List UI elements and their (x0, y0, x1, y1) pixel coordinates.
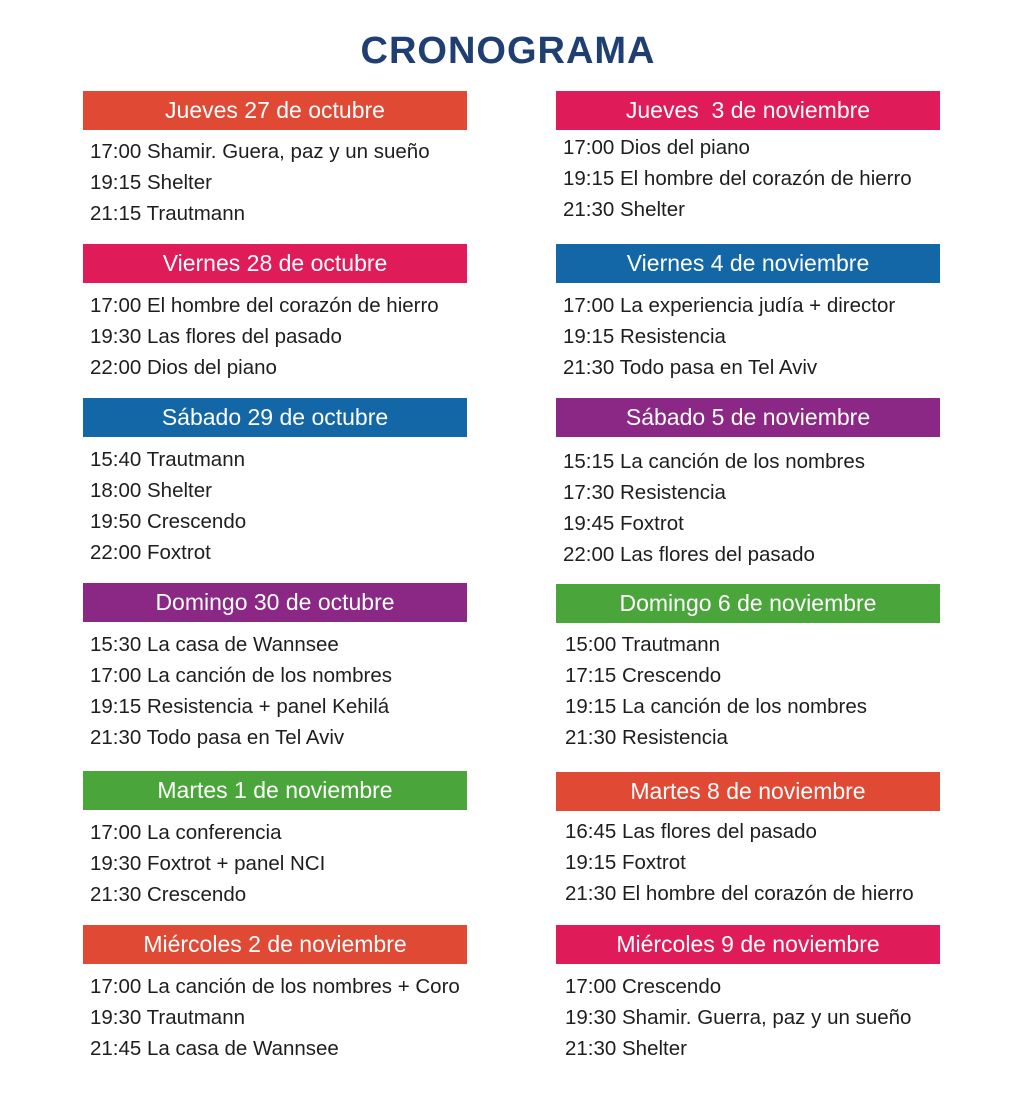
screening-item: 19:15 El hombre del corazón de hierro (563, 167, 912, 190)
screening-item: 21:30 Crescendo (90, 883, 247, 906)
screening-item: 17:30 Resistencia (563, 481, 726, 504)
day-header: Domingo 30 de octubre (83, 583, 467, 622)
screening-item: 21:30 Resistencia (565, 726, 728, 749)
day-block (556, 772, 940, 909)
screening-item: 19:30 Shamir. Guerra, paz y un sueño (565, 1006, 912, 1029)
screening-item: 19:30 Foxtrot + panel NCI (90, 852, 326, 875)
screening-item: 19:30 Las flores del pasado (90, 325, 342, 348)
screening-item: 19:15 Shelter (90, 171, 212, 194)
day-header: Jueves 27 de octubre (83, 91, 467, 130)
screening-list (83, 283, 467, 383)
screening-list (556, 130, 940, 225)
screening-item: 15:30 La casa de Wannsee (90, 633, 339, 656)
screening-list (83, 622, 467, 753)
screening-item: 21:45 La casa de Wannsee (90, 1037, 339, 1060)
screening-item: 17:00 Dios del piano (563, 136, 750, 159)
screening-item: 21:30 Todo pasa en Tel Aviv (90, 726, 345, 749)
day-block (556, 91, 940, 225)
day-block (556, 584, 940, 753)
screening-item: 19:15 Resistencia + panel Kehilá (90, 695, 390, 718)
screening-item: 21:30 Shelter (565, 1037, 687, 1060)
screening-list (556, 283, 940, 383)
day-header: Martes 8 de noviembre (556, 772, 940, 811)
screening-item: 19:15 Foxtrot (565, 851, 686, 874)
day-header: Martes 1 de noviembre (83, 771, 467, 810)
screening-item: 19:15 La canción de los nombres (565, 695, 868, 718)
screening-list (83, 810, 467, 910)
screening-item: 15:00 Trautmann (565, 633, 720, 656)
day-header: Miércoles 9 de noviembre (556, 925, 940, 964)
screening-item: 17:00 Crescendo (565, 975, 722, 998)
screening-list (83, 130, 467, 229)
screening-item: 19:15 Resistencia (563, 325, 726, 348)
screening-list (556, 964, 940, 1064)
day-block (83, 583, 467, 753)
screening-list (556, 437, 940, 570)
screening-item: 17:00 El hombre del corazón de hierro (90, 294, 439, 317)
screening-item: 17:00 La experiencia judía + director (563, 294, 896, 317)
screening-item: 15:40 Trautmann (90, 448, 245, 471)
screening-item: 17:00 La canción de los nombres + Coro (90, 975, 460, 998)
screening-list (83, 964, 467, 1064)
day-header: Domingo 6 de noviembre (556, 584, 940, 623)
day-header: Sábado 29 de octubre (83, 398, 467, 437)
screening-item: 19:45 Foxtrot (563, 512, 684, 535)
screening-list (556, 623, 940, 753)
screening-item: 16:45 Las flores del pasado (565, 820, 817, 843)
screening-item: 21:30 Shelter (563, 198, 685, 221)
day-header: Jueves 3 de noviembre (556, 91, 940, 130)
day-block (83, 771, 467, 910)
day-header: Sábado 5 de noviembre (556, 398, 940, 437)
screening-item: 17:00 La canción de los nombres (90, 664, 393, 687)
day-header: Miércoles 2 de noviembre (83, 925, 467, 964)
screening-item: 19:30 Trautmann (90, 1006, 245, 1029)
day-block (83, 398, 467, 568)
day-block (556, 925, 940, 1064)
screening-item: 17:15 Crescendo (565, 664, 722, 687)
screening-item: 15:15 La canción de los nombres (563, 450, 866, 473)
screening-item: 18:00 Shelter (90, 479, 212, 502)
screening-item: 17:00 Shamir. Guera, paz y un sueño (90, 140, 430, 163)
day-header: Viernes 4 de noviembre (556, 244, 940, 283)
screening-item: 17:00 La conferencia (90, 821, 282, 844)
day-block (83, 925, 467, 1064)
screening-item: 22:00 Las flores del pasado (563, 543, 815, 566)
day-block (556, 244, 940, 383)
day-block (556, 398, 940, 570)
page-title: CRONOGRAMA (360, 30, 656, 72)
screening-item: 19:50 Crescendo (90, 510, 247, 533)
screening-list (556, 811, 940, 909)
screening-item: 22:00 Foxtrot (90, 541, 211, 564)
day-header: Viernes 28 de octubre (83, 244, 467, 283)
day-block (83, 244, 467, 383)
screening-item: 21:30 Todo pasa en Tel Aviv (563, 356, 818, 379)
screening-item: 21:30 El hombre del corazón de hierro (565, 882, 914, 905)
screening-item: 22:00 Dios del piano (90, 356, 277, 379)
screening-item: 21:15 Trautmann (90, 202, 245, 225)
screening-list (83, 437, 467, 568)
day-block (83, 91, 467, 229)
